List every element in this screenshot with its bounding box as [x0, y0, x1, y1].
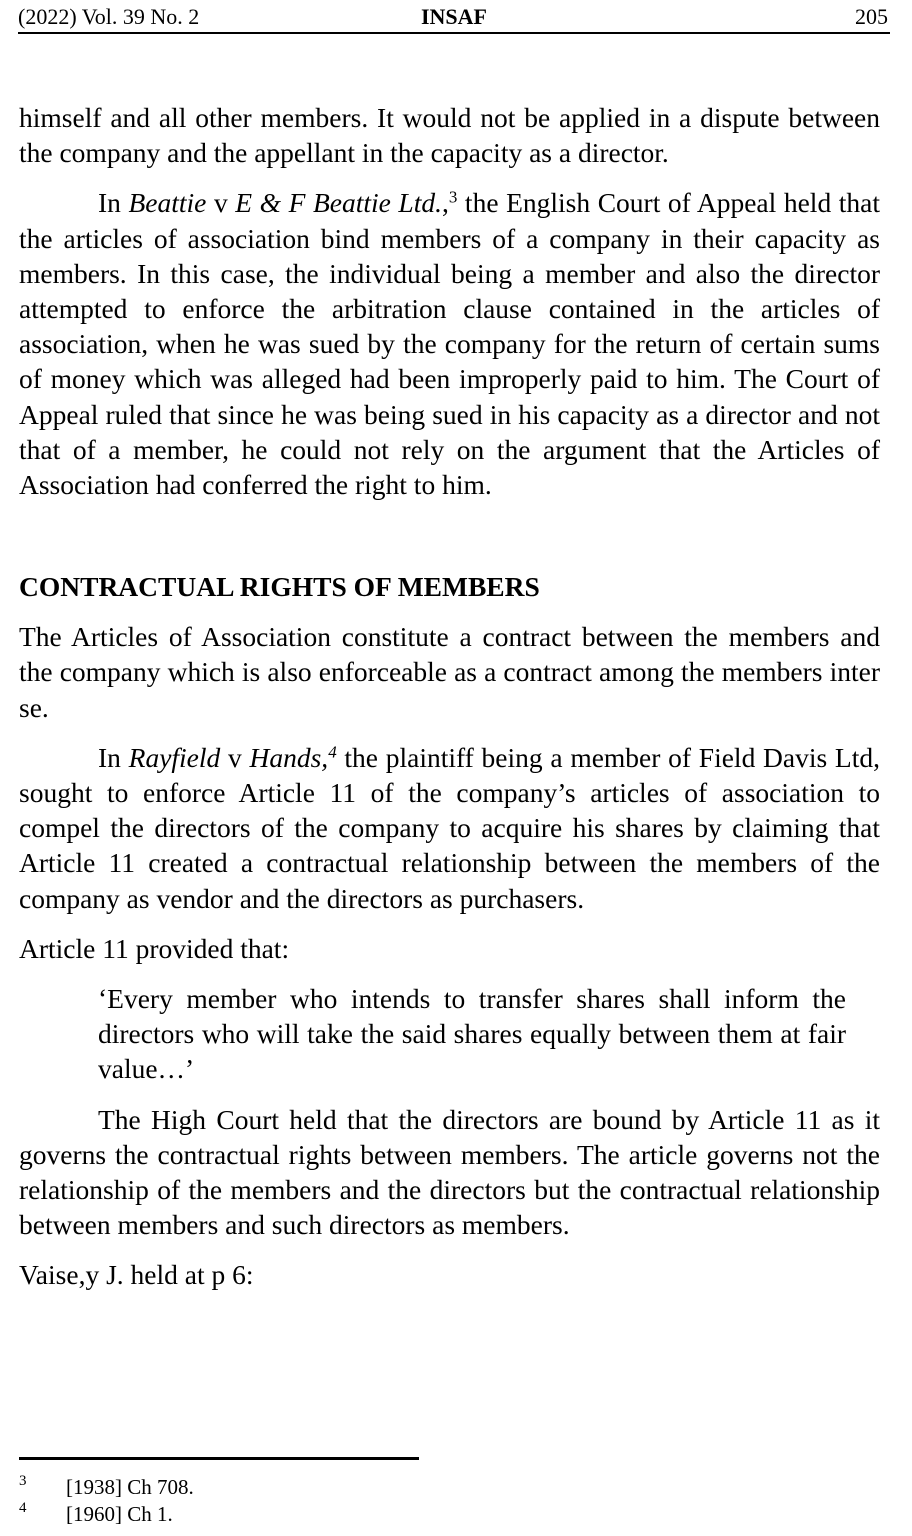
case-name: Rayfield	[128, 741, 221, 773]
footnote-ref[interactable]: 3	[448, 188, 458, 208]
footnote-number: 3	[19, 1473, 27, 1489]
paragraph-contract: The Articles of Association constitute a contract between the members and the company which is also enforceable as a contract among the members inter se.	[19, 621, 880, 723]
footnote-separator	[19, 1457, 419, 1460]
page-number: 205	[855, 4, 888, 29]
paragraph-high-court: The High Court held that the directors are bound by Article 11 as it governs the contractual rights between members. The article governs not the relationship of the members and the directors but the contractual relationship between members and such directors as members.	[19, 1103, 880, 1241]
paragraph-rayfield	[19, 740, 880, 916]
paragraph-article-intro: Article 11 provided that:	[19, 932, 290, 964]
footnote-text: [1960] Ch 1.	[66, 1502, 173, 1526]
footnote-text: [1938] Ch 708.	[66, 1475, 194, 1499]
text-run: v	[206, 187, 236, 219]
body-text	[19, 100, 880, 1293]
case-name: Beattie	[128, 187, 207, 219]
paragraph-beattie	[19, 185, 880, 502]
case-name: E & F Beattie Ltd.	[235, 187, 442, 219]
journal-volume: (2022) Vol. 39 No. 2	[18, 4, 200, 29]
case-name: Hands,	[249, 741, 329, 773]
text-run: In	[98, 741, 129, 773]
text-run: the plaintiff being a member of Field Davis Ltd, sought to enforce Article 11 of the company’s articles of association to compel the directors of the company to acquire his shares by claiming that Article 11 created a contractual relationship between the members of the company as vendor and the directors as purchasers.	[19, 741, 880, 914]
paragraph-vaisey: Vaise,y J. held at p 6:	[19, 1259, 254, 1291]
section-heading: CONTRACTUAL RIGHTS OF MEMBERS	[19, 571, 540, 603]
text-run: In	[98, 187, 129, 219]
text-run: v	[220, 741, 250, 773]
paragraph-continuation: himself and all other members. It would not be applied in a dispute between the company and the appellant in the capacity as a director.	[19, 102, 880, 169]
running-header	[18, 2, 890, 34]
footnote-number: 4	[19, 1500, 27, 1516]
journal-title: INSAF	[420, 4, 487, 29]
block-quote: ‘Every member who intends to transfer shares shall inform the directors who will take the said shares equally between them at fair value…’	[98, 983, 846, 1085]
footnote-ref[interactable]: 4	[328, 742, 337, 762]
text-run: ,	[441, 187, 449, 219]
text-run: the English Court of Appeal held that the articles of association bind members of a company in their capacity as members. In this case, the individual being a member and also the director attempted to enforce the arbitration clause contained in the articles of association, when he was sued by the company for the return of certain sums of money which was alleged had been improperly paid to him. The Court of Appeal ruled that since he was being sued in his capacity as a director and not that of a member, he could not rely on the argument that the Articles of Association had conferred the right to him.	[19, 187, 880, 501]
